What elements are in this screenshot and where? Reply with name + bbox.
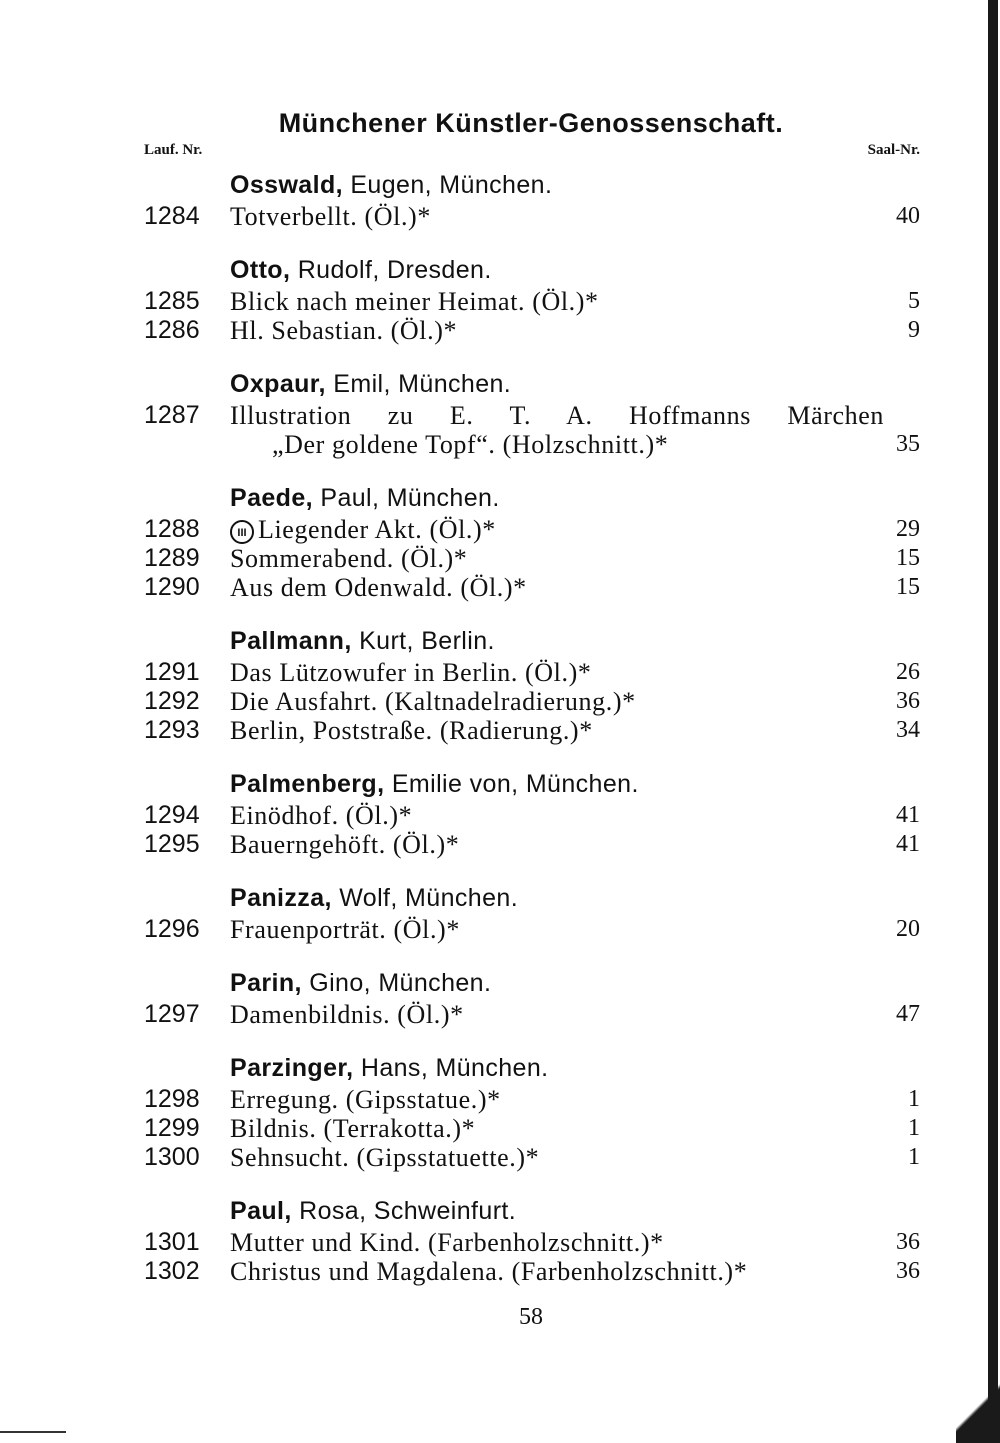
work-title-line [230, 573, 866, 602]
catalog-row [140, 287, 922, 316]
catalog-row [140, 1228, 922, 1257]
work-title: Bauerngehöft. (Öl.)* [230, 830, 460, 859]
artist-surname: Paul, [230, 1197, 292, 1225]
book-spine-foot [956, 1373, 1000, 1443]
catalog-row [140, 716, 922, 745]
work-title: Berlin, Poststraße. (Radierung.)* [230, 716, 593, 745]
lauf-nr: 1299 [144, 1114, 200, 1142]
column-headers [140, 142, 922, 168]
medal-badge-icon: III [230, 520, 254, 544]
work-title: Sommerabend. (Öl.)* [230, 544, 468, 573]
artist-name-place: Eugen, München. [350, 171, 553, 199]
lauf-nr: 1292 [144, 687, 200, 715]
saal-nr: 36 [896, 688, 920, 714]
work-title-line [230, 830, 866, 859]
work-title-line [230, 1228, 866, 1257]
work-title: Das Lützowufer in Berlin. (Öl.)* [230, 658, 592, 687]
artist-name-place: Wolf, München. [339, 884, 519, 912]
lauf-nr: 1291 [144, 658, 200, 686]
lauf-nr: 1301 [144, 1228, 200, 1256]
lauf-nr: 1285 [144, 287, 200, 315]
lauf-nr: 1293 [144, 716, 200, 744]
work-title-line [230, 1000, 866, 1029]
work-title: Christus und Magdalena. (Farbenholzschnitt.)* [230, 1257, 748, 1286]
saal-nr: 29 [896, 516, 920, 542]
work-title: Einödhof. (Öl.)* [230, 801, 413, 830]
work-title: Aus dem Odenwald. (Öl.)* [230, 573, 527, 602]
catalog-row [140, 573, 922, 602]
artist-surname: Paede, [230, 484, 314, 512]
work-title-line [230, 716, 866, 745]
work-title-line [230, 401, 884, 430]
artist-name-place: Hans, München. [360, 1054, 549, 1082]
catalog-row [140, 1085, 922, 1114]
saal-nr: 47 [896, 1001, 920, 1027]
catalog-row-continuation [140, 430, 922, 459]
saal-nr: 34 [896, 717, 920, 743]
saal-nr: 1 [908, 1144, 920, 1170]
lauf-nr: 1287 [144, 401, 200, 429]
page-corner-rule [0, 1431, 66, 1433]
artist-name-place: Emil, München. [333, 370, 512, 398]
section-gap [140, 745, 922, 767]
saal-nr: 15 [896, 545, 920, 571]
work-title-line [230, 1257, 866, 1286]
artist-surname: Palmenberg, [230, 770, 385, 798]
saal-nr: 1 [908, 1086, 920, 1112]
artist-surname: Otto, [230, 256, 291, 284]
work-title-line [272, 430, 866, 459]
section-gap [140, 859, 922, 881]
lauf-nr: 1290 [144, 573, 200, 601]
catalog-row [140, 1114, 922, 1143]
section-gap [140, 602, 922, 624]
work-title-line [230, 544, 866, 573]
saal-nr: 41 [896, 802, 920, 828]
catalog-row [140, 202, 922, 231]
artist-heading [230, 881, 922, 915]
work-title: Hl. Sebastian. (Öl.)* [230, 316, 458, 345]
section-gap [140, 1172, 922, 1194]
work-title-line [230, 202, 866, 231]
saal-nr: 20 [896, 916, 920, 942]
page-number: 58 [519, 1304, 543, 1330]
saal-nr: 40 [896, 203, 920, 229]
work-title: Erregung. (Gipsstatue.)* [230, 1085, 501, 1114]
lauf-nr: 1288 [144, 515, 200, 543]
lauf-nr: 1302 [144, 1257, 200, 1285]
lauf-nr: 1295 [144, 830, 200, 858]
page-title: Münchener Künstler-Genossenschaft. [278, 108, 784, 138]
catalog-row [140, 515, 922, 544]
lauf-nr: 1300 [144, 1143, 200, 1171]
catalog-row [140, 658, 922, 687]
saal-nr: 41 [896, 831, 920, 857]
work-title-line [230, 515, 866, 544]
artist-name-place: Rosa, Schweinfurt. [299, 1197, 517, 1225]
section-gap [140, 459, 922, 481]
work-title: Sehnsucht. (Gipsstatuette.)* [230, 1143, 540, 1172]
work-title: Illustration zu E. T. A. Hoffmanns Märchen [230, 401, 884, 430]
col-saal-nr: Saal-Nr. [867, 142, 920, 158]
work-title: Blick nach meiner Heimat. (Öl.)* [230, 287, 599, 316]
lauf-nr: 1289 [144, 544, 200, 572]
work-title: Bildnis. (Terrakotta.)* [230, 1114, 476, 1143]
artist-heading [230, 966, 922, 1000]
col-lauf-nr: Lauf. Nr. [144, 142, 203, 158]
artist-name-place: Paul, München. [320, 484, 500, 512]
work-title-line [230, 287, 866, 316]
section-gap [140, 231, 922, 253]
catalog-row [140, 830, 922, 859]
work-title-line [230, 1114, 866, 1143]
work-title-continued: „Der goldene Topf“. (Holzschnitt.)* [272, 430, 669, 459]
work-title: Mutter und Kind. (Farbenholzschnitt.)* [230, 1228, 664, 1257]
catalog-row [140, 801, 922, 830]
artist-heading [230, 1194, 922, 1228]
work-title: Damenbildnis. (Öl.)* [230, 1000, 464, 1029]
section-gap [140, 1029, 922, 1051]
saal-nr: 5 [908, 288, 920, 314]
artist-surname: Pallmann, [230, 627, 352, 655]
work-title-line [230, 687, 866, 716]
catalog-row [140, 544, 922, 573]
section-gap [140, 944, 922, 966]
work-title-line [230, 801, 866, 830]
artist-heading [230, 253, 922, 287]
saal-nr: 36 [896, 1258, 920, 1284]
artist-surname: Parin, [230, 969, 302, 997]
work-title: Liegender Akt. (Öl.)* [258, 515, 496, 544]
artist-name-place: Kurt, Berlin. [359, 627, 495, 655]
saal-nr: 1 [908, 1115, 920, 1141]
lauf-nr: 1296 [144, 915, 200, 943]
artist-heading [230, 481, 922, 515]
lauf-nr: 1294 [144, 801, 200, 829]
catalog-row [140, 316, 922, 345]
work-title: Die Ausfahrt. (Kaltnadelradierung.)* [230, 687, 636, 716]
saal-nr: 15 [896, 574, 920, 600]
catalog-row [140, 1000, 922, 1029]
artist-heading [230, 767, 922, 801]
lauf-nr: 1286 [144, 316, 200, 344]
catalog-page [140, 108, 922, 1331]
catalog-row [140, 1143, 922, 1172]
lauf-nr: 1298 [144, 1085, 200, 1113]
artist-surname: Oxpaur, [230, 370, 326, 398]
catalog-row [140, 687, 922, 716]
catalog-row [140, 915, 922, 944]
artist-surname: Osswald, [230, 171, 343, 199]
work-title-line [230, 658, 866, 687]
artist-heading [230, 1051, 922, 1085]
artist-heading [230, 624, 922, 658]
artist-name-place: Rudolf, Dresden. [297, 256, 492, 284]
artist-heading [230, 367, 922, 401]
saal-nr: 26 [896, 659, 920, 685]
lauf-nr: 1284 [144, 202, 200, 230]
lauf-nr: 1297 [144, 1000, 200, 1028]
artist-surname: Panizza, [230, 884, 332, 912]
catalog-entries [140, 168, 922, 1286]
saal-nr: 9 [908, 317, 920, 343]
saal-nr: 36 [896, 1229, 920, 1255]
artist-surname: Parzinger, [230, 1054, 354, 1082]
work-title-line [230, 1143, 866, 1172]
saal-nr: 35 [896, 431, 920, 457]
work-title: Totverbellt. (Öl.)* [230, 202, 431, 231]
artist-name-place: Gino, München. [309, 969, 492, 997]
work-title-line [230, 915, 866, 944]
work-title-line [230, 316, 866, 345]
artist-heading [230, 168, 922, 202]
section-gap [140, 345, 922, 367]
catalog-row [140, 401, 922, 430]
book-spine-edge [988, 0, 998, 1443]
artist-name-place: Emilie von, München. [391, 770, 639, 798]
catalog-row [140, 1257, 922, 1286]
work-title: Frauenporträt. (Öl.)* [230, 915, 460, 944]
work-title-line [230, 1085, 866, 1114]
